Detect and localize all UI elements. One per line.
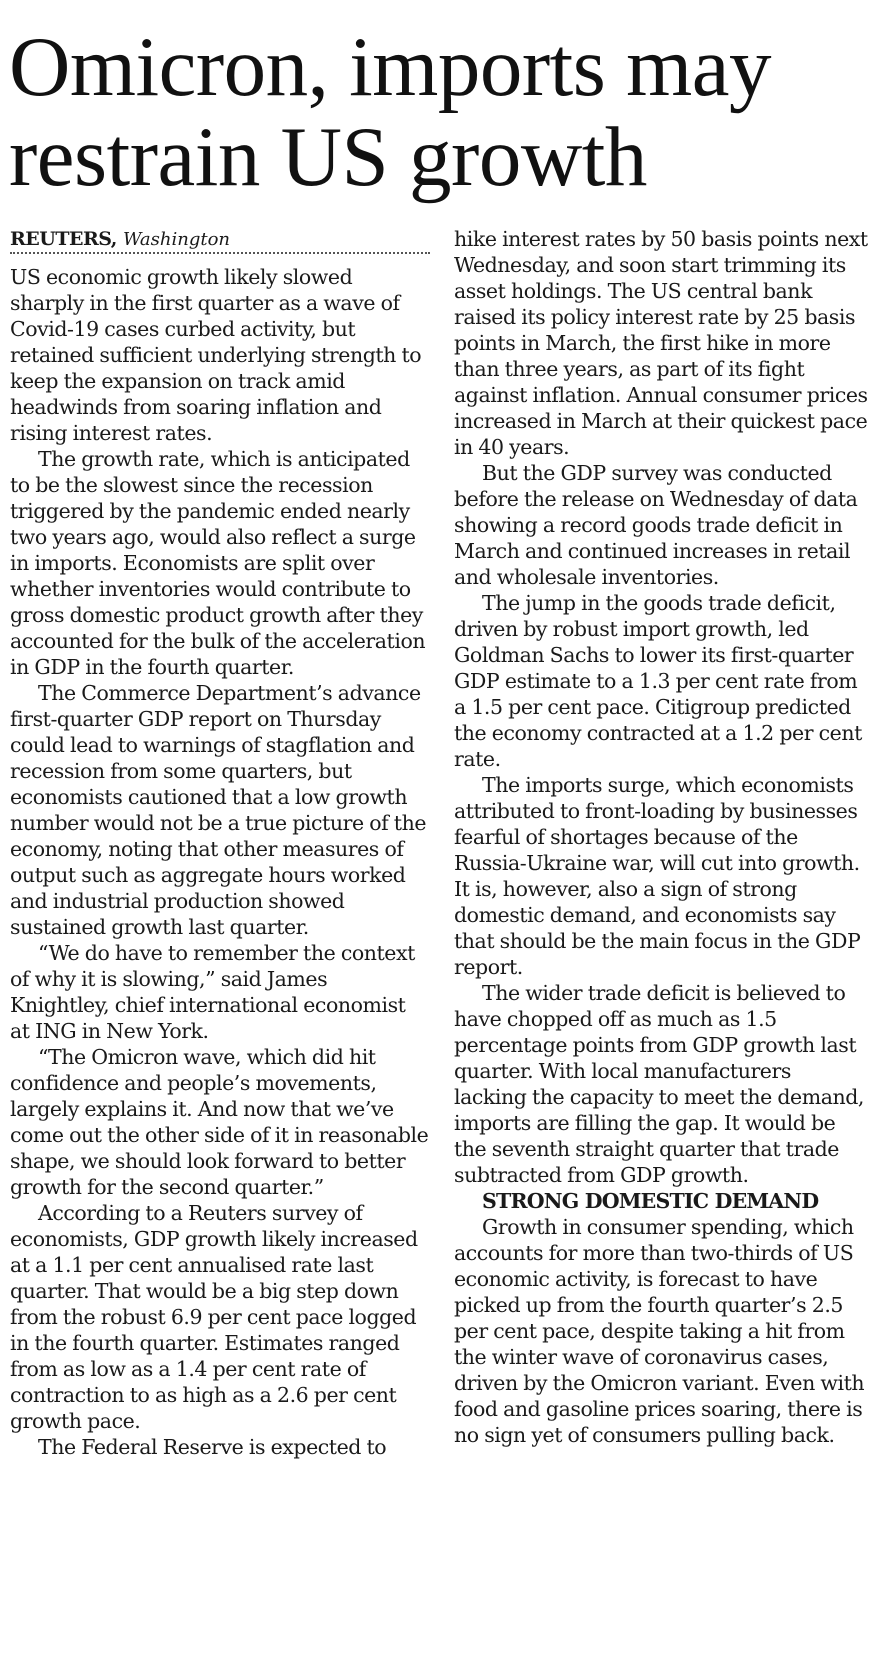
paragraph: But the GDP survey was conducted before the release on Wednesday of data showing a record goods trade deficit in March and continued increases in retail and wholesale inventories.: [454, 461, 858, 589]
byline: [10, 226, 430, 252]
right-column: [454, 226, 868, 1448]
byline-place: Washington: [122, 229, 231, 250]
paragraph: The wider trade deficit is believed to have chopped off as much as 1.5 percentage points from GDP growth last quarter. With local manufacturers lacking the capacity to meet the demand, imports are filling the gap. It would be the seventh straight quarter that trade subtracted from GDP growth.: [454, 981, 864, 1187]
paragraph: The imports surge, which economists attributed to front-loading by businesses fearful of shortages because of the Russia-Ukraine war, will cut into growth. It is, however, also a sign of strong domestic demand, and economists say that should be the main focus in the GDP report.: [454, 773, 861, 979]
paragraph: Growth in consumer spending, which accounts for more than two-thirds of US economic activity, is forecast to have picked up from the fourth quarter’s 2.5 per cent pace, despite taking a hit from the winter wave of coronavirus cases, driven by the Omicron variant. Even with food and gasoline prices soaring, there is no sign yet of consumers pulling back.: [454, 1215, 865, 1447]
left-column: [10, 226, 430, 1460]
paragraph: “We do have to remember the context of why it is slowing,” said James Knightley, chief international economist at ING in New York.: [10, 941, 415, 1043]
byline-agency: REUTERS,: [10, 228, 117, 250]
paragraph: The Federal Reserve is expected to: [38, 1435, 387, 1459]
paragraph: “The Omicron wave, which did hit confidence and people’s movements, largely explains it. And now that we’ve come out the other side of it in reasonable shape, we should look forward to better growth for the second quarter.”: [10, 1045, 429, 1199]
headline: Omicron, imports may restrain US growth: [9, 20, 771, 204]
paragraph: US economic growth likely slowed sharply in the first quarter as a wave of Covid-19 cases curbed activity, but retained sufficient underlying strength to keep the expansion on track amid headwinds from soaring inflation and rising interest rates.: [10, 265, 422, 445]
paragraph: The growth rate, which is anticipated to be the slowest since the recession triggered by the pandemic ended nearly two years ago, would also reflect a surge in imports. Economists are split over whether inventories would contribute to gross domestic product growth after they accounted for the bulk of the acceleration in GDP in the fourth quarter.: [10, 447, 426, 679]
paragraph: The jump in the goods trade deficit, driven by robust import growth, led Goldman Sachs to lower its first-quarter GDP estimate to a 1.3 per cent rate from a 1.5 per cent pace. Citigroup predicted the economy contracted at a 1.2 per cent rate.: [454, 591, 862, 771]
subhead: STRONG DOMESTIC DEMAND: [482, 1189, 819, 1213]
byline-divider: [10, 252, 430, 254]
paragraph: The Commerce Department’s advance first-quarter GDP report on Thursday could lead to warnings of stagflation and recession from some quarters, but economists cautioned that a low growth number would not be a true picture of the economy, noting that other measures of output such as aggregate hours worked and industrial production showed sustained growth last quarter.: [10, 681, 427, 939]
paragraph: According to a Reuters survey of economists, GDP growth likely increased at a 1.1 per cent annualised rate last quarter. That would be a big step down from the robust 6.9 per cent pace logged in the fourth quarter. Estimates ranged from as low as a 1.4 per cent rate of contraction to as high as a 2.6 per cent growth pace.: [10, 1201, 418, 1433]
paragraph: hike interest rates by 50 basis points next Wednesday, and soon start trimming its asset holdings. The US central bank raised its policy interest rate by 25 basis points in March, the first hike in more than three years, as part of its fight against inflation. Annual consumer prices increased in March at their quickest pace in 40 years.: [454, 227, 868, 459]
